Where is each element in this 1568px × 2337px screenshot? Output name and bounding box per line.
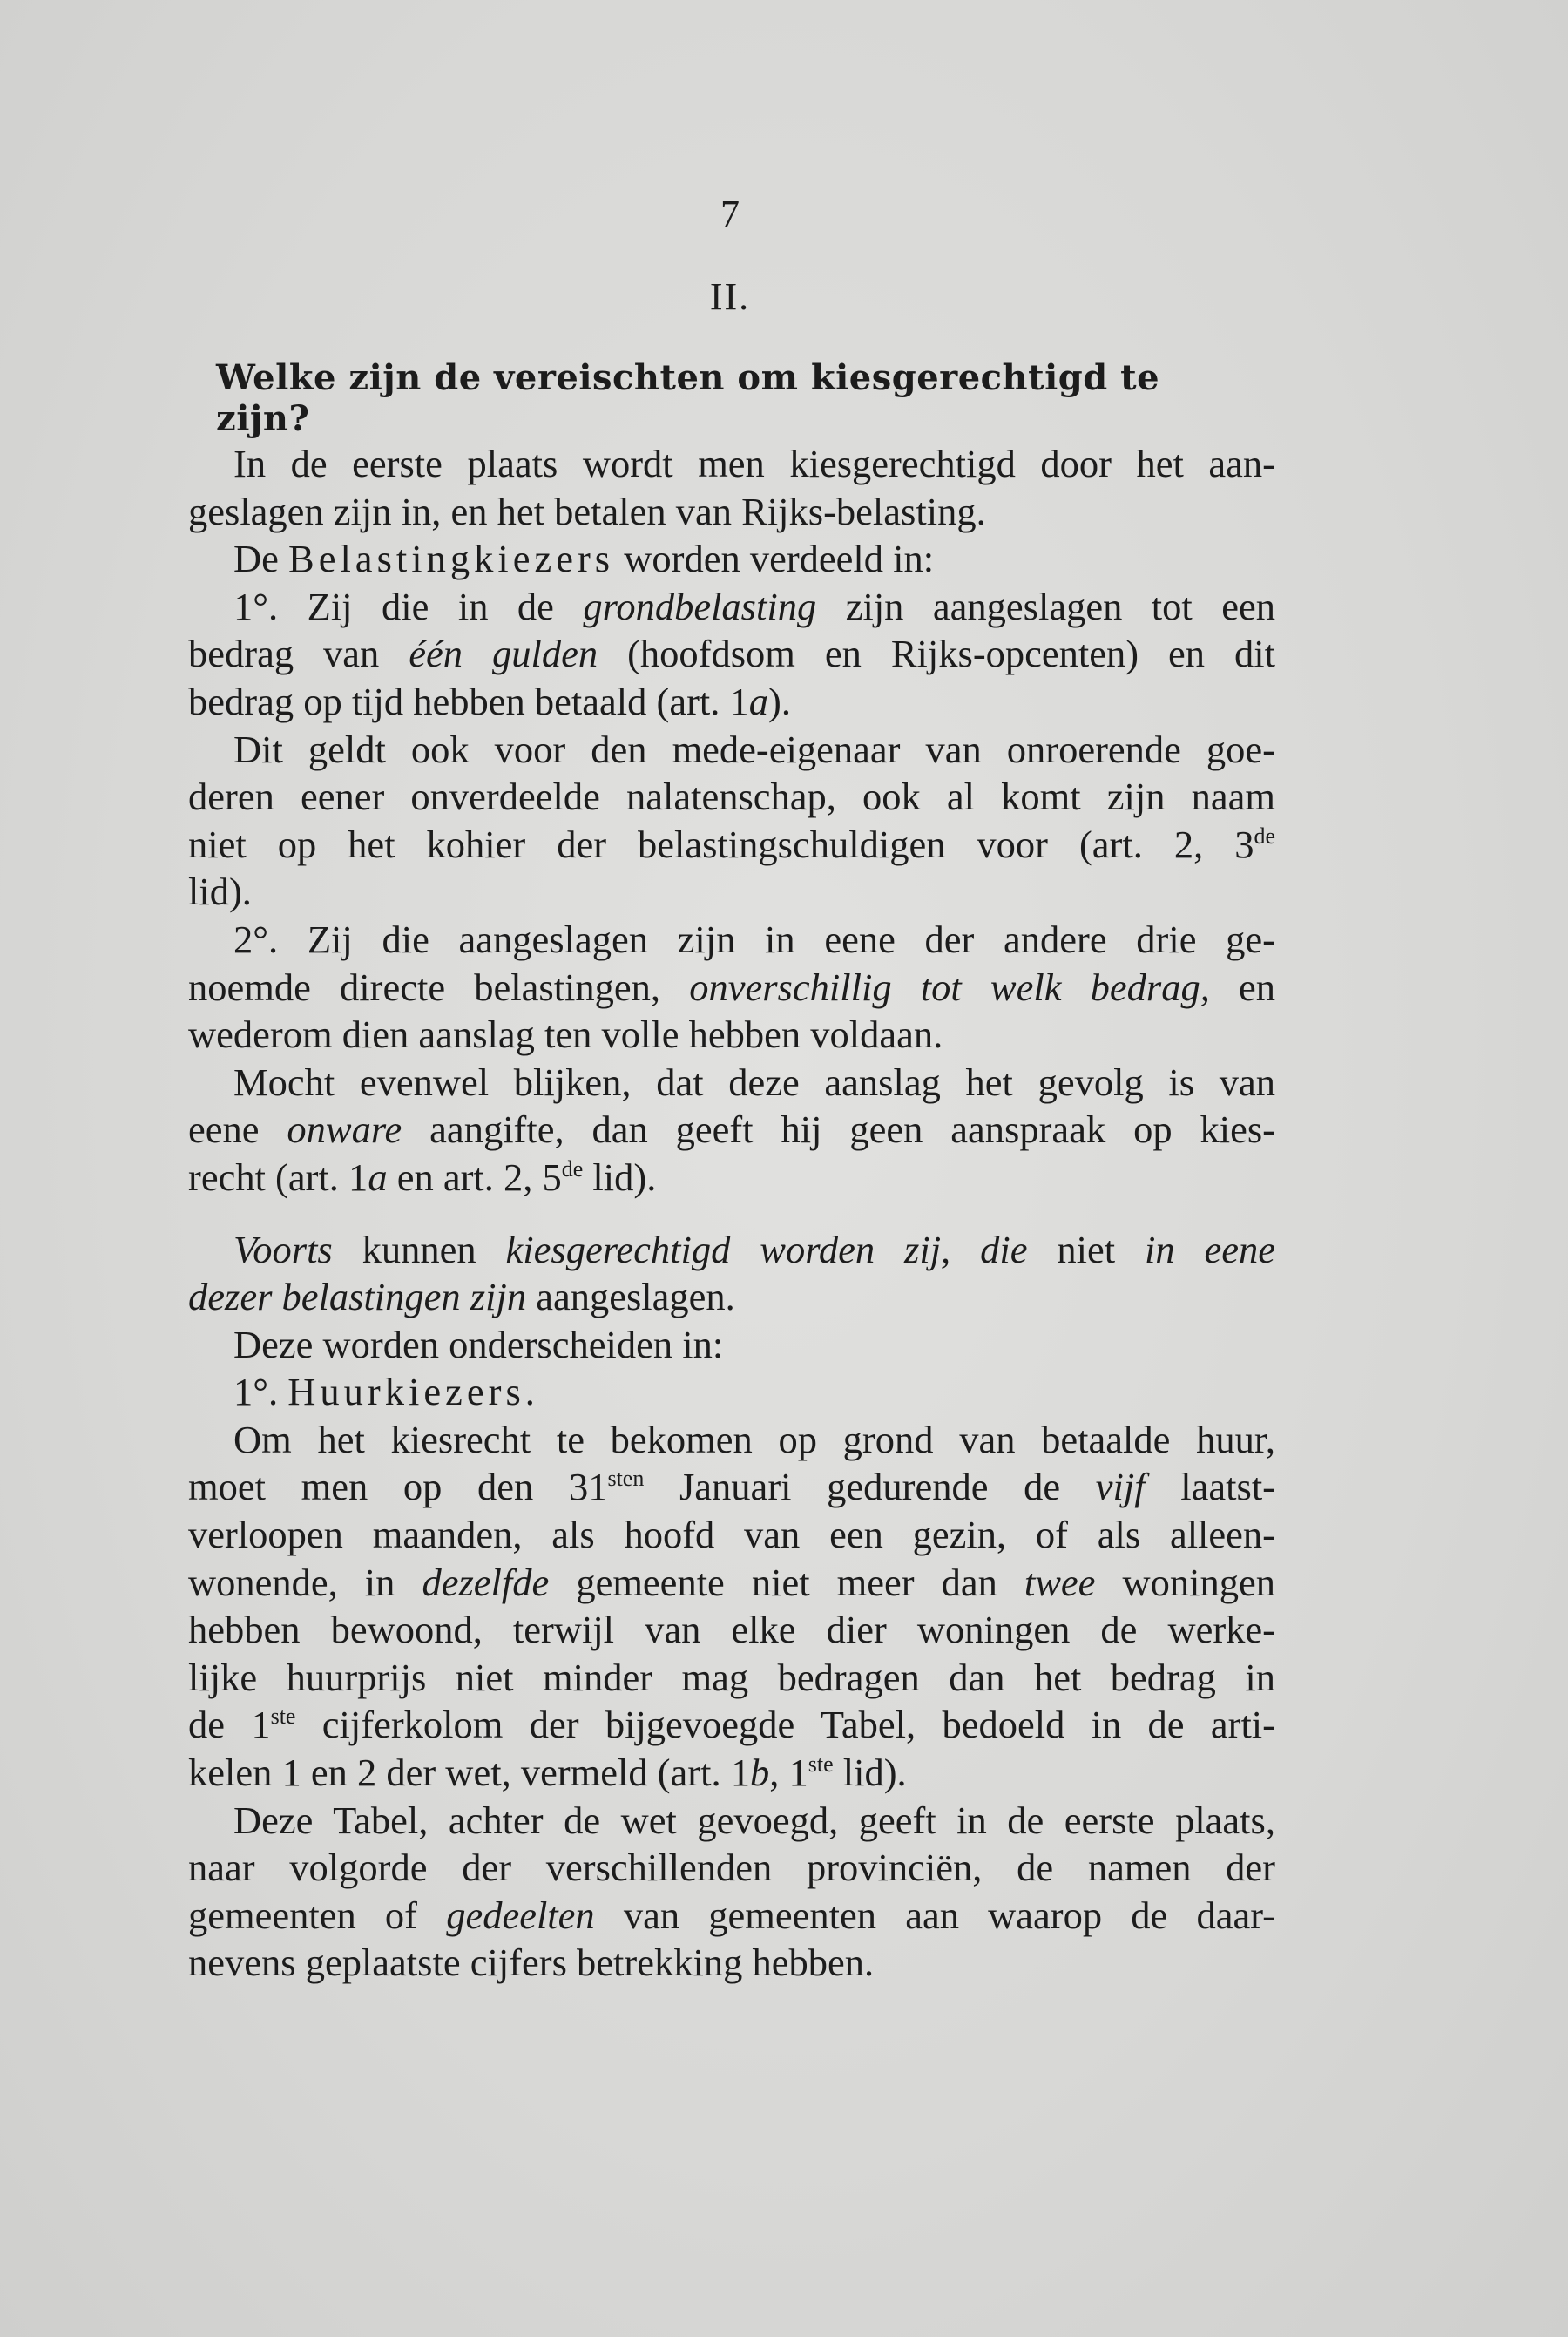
page-number: 7 [720, 193, 740, 235]
text-line: bedrag van één gulden (hoofdsom en Rijks-opcenten) en dit [188, 632, 1275, 676]
text-line: lijke huurprijs niet minder mag bedragen dan het bedrag in [188, 1655, 1275, 1699]
paragraph-belastingkiezers [188, 440, 1275, 1202]
text-line: Deze Tabel, achter de wet gevoegd, geeft in de eerste plaats, [233, 1798, 1275, 1842]
text-line: wonende, in dezelfde gemeente niet meer dan twee woningen [188, 1560, 1275, 1604]
text-line: naar volgorde der verschillenden provinciën, de namen der [188, 1846, 1275, 1890]
paragraph-gap [188, 1202, 1275, 1226]
text-line: Dit geldt ook voor den mede-eigenaar van onroerende goe- [233, 727, 1275, 771]
text-line: hebben bewoond, terwijl van elke dier woningen de werke- [188, 1608, 1275, 1652]
text-line: recht (art. 1a en art. 2, 5de lid). [188, 1155, 657, 1199]
text-line: wederom dien aanslag ten volle hebben voldaan. [188, 1013, 943, 1057]
text-line: Om het kiesrecht te bekomen op grond van betaalde huur, [233, 1417, 1275, 1461]
text-line: In de eerste plaats wordt men kiesgerechtigd door het aan- [233, 442, 1275, 485]
paragraph-huurkiezers [188, 1226, 1275, 1988]
text-line: Deze worden onderscheiden in: [233, 1322, 724, 1366]
spaced-term: Belastingkiezers [288, 537, 615, 581]
text-line: 1°. Huurkiezers. [233, 1370, 539, 1414]
text-line: deren eener onverdeelde nalatenschap, ook al komt zijn naam [188, 775, 1275, 819]
text-line: dezer belastingen zijn aangeslagen. [188, 1275, 735, 1319]
text-line: verloopen maanden, als hoofd van een gezin, of als alleen- [188, 1513, 1275, 1557]
spaced-term: Huurkiezers. [287, 1370, 539, 1414]
text-line: kelen 1 en 2 der wet, vermeld (art. 1b, 1ste lid). [188, 1751, 907, 1795]
text-line: de 1ste cijferkolom der bijgevoegde Tabel, bedoeld in de arti- [188, 1703, 1275, 1747]
text-line: lid). [188, 870, 252, 914]
text-line: moet men op den $31^{sten}$ Januari gedurende de vijf laatst- [188, 1465, 1276, 1509]
text-line: 2°. Zij die aangeslagen zijn in eene der andere drie ge- [233, 917, 1275, 961]
text-line: gemeenten of gedeelten van gemeenten aan waarop de daar- [188, 1893, 1275, 1937]
text-line: bedrag op tijd hebben betaald (art. 1a). [188, 679, 791, 723]
text-line: Mocht evenwel blijken, dat deze aanslag het gevolg is van [233, 1060, 1275, 1104]
text-line: 1°. Zij die in de grondbelasting zijn aangeslagen tot een [233, 584, 1275, 628]
chapter-number: II. [709, 275, 751, 318]
text-line: eene onware aangifte, dan geeft hij geen aanspraak op kies- [188, 1108, 1275, 1152]
text-line: niet op het kohier der belastingschuldigen voor (art. 2, 3de [188, 822, 1275, 866]
text-line: geslagen zijn in, en het betalen van Rijks-belasting. [188, 489, 986, 533]
text-line: De Belastingkiezers worden verdeeld in: [233, 537, 935, 581]
text-line: noemde directe belastingen, onverschillig tot welk bedrag, en [188, 965, 1276, 1009]
section-heading: Welke zijn de vereischten om kiesgerechtigd te zijn? [216, 357, 1160, 439]
text-line: Voorts kunnen kiesgerechtigd worden zij, die niet in eene [233, 1227, 1275, 1271]
body-text [188, 440, 1275, 1987]
text-line: nevens geplaatste cijfers betrekking hebben. [188, 1941, 875, 1985]
